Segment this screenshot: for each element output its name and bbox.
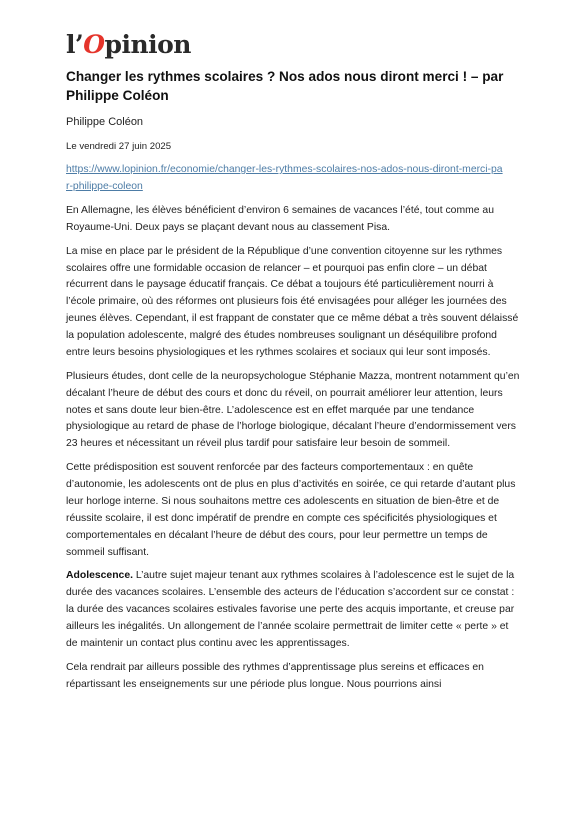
body-paragraph: Plusieurs études, dont celle de la neuropsychologue Stéphanie Mazza, montrent notamment qu’en décalant l’heure de début des cours et donc du réveil, on pourrait améliorer leur attention, leurs notes et sans doute leur bien-être. L’adolescence est en effet marquée par une tendance physiologique au retard de phase de l’horloge biologique, décalant l’heure d’endormissement vers 23 heures et nécessitant un réveil plus tardif pour satisfaire leur besoin de sommeil.	[66, 370, 520, 450]
paragraph-text: L’autre sujet majeur tenant aux rythmes scolaires à l’adolescence est le sujet de la durée des vacances scolaires. L’ensemble des acteurs de l’éducation s’accordent sur ce constat : la durée des vacances scolaires estivales favorise une perte des acquis importante, et creuse par ailleurs les inégalités. Un allongement de l’année scolaire permettrait de limiter cette « perte » et de maintenir un contact plus continu avec les apprentissages.	[66, 570, 515, 649]
logo-prefix: l’	[66, 30, 84, 59]
logo-accent-letter: O	[83, 30, 105, 59]
body-paragraph: En Allemagne, les élèves bénéficient d’environ 6 semaines de vacances l’été, tout comme au Royaume-Uni. Deux pays se plaçant devant nous au classement Pisa.	[66, 205, 494, 233]
article-author: Philippe Coléon	[66, 116, 144, 128]
article-url-link[interactable]: https://www.lopinion.fr/economie/changer-les-rythmes-scolaires-nos-ados-nous-diront-merci-par-philippe-coleon	[66, 164, 503, 192]
article-date: Le vendredi 27 juin 2025	[66, 141, 172, 152]
logo-suffix: pinion	[104, 30, 191, 59]
article-title: Changer les rythmes scolaires ? Nos ados nous diront merci ! – par Philippe Coléon	[66, 69, 504, 103]
paragraph-lead-bold: Adolescence.	[66, 570, 133, 582]
body-paragraph: Cela rendrait par ailleurs possible des rythmes d’apprentissage plus sereins et efficaces en répartissant les enseignements sur une période plus longue. Nous pourrions ainsi	[66, 661, 484, 690]
body-paragraph	[66, 568, 521, 653]
body-paragraph: La mise en place par le président de la République d’une convention citoyenne sur les rythmes scolaires offre une formidable occasion de relancer – et pourquoi pas enfin clore – un débat récurrent dans le paysage éducatif français. Ce débat a toujours été particulièrement nourri à l’école primaire, où des réformes ont plusieurs fois été envisagées pour alléger les journées des jeunes élèves. Cependant, il est frappant de constater que ce même débat a très souvent délaissé la population adolescente, malgré des études nombreuses soulignant un déséquilibre profond entre leurs besoins physiologiques et les rythmes scolaires et sociaux qui leur sont imposés.	[66, 245, 519, 359]
body-paragraph: Cette prédisposition est souvent renforcée par des facteurs comportementaux : en quête d’autonomie, les adolescents ont de plus en plus d’activités en soirée, ce qui retarde d’autant plus leur horloge interne. Si nous souhaitons mettre ces adolescents en situation de bien-être et de réussite scolaire, il est donc impératif de prendre en compte ces spécificités physiologiques et comportementales en décalant l’heure de début des cours, pour leur permettre un temps de sommeil suffisant.	[66, 462, 516, 558]
article-body	[66, 203, 521, 700]
lopinion-logo[interactable]	[66, 30, 191, 60]
